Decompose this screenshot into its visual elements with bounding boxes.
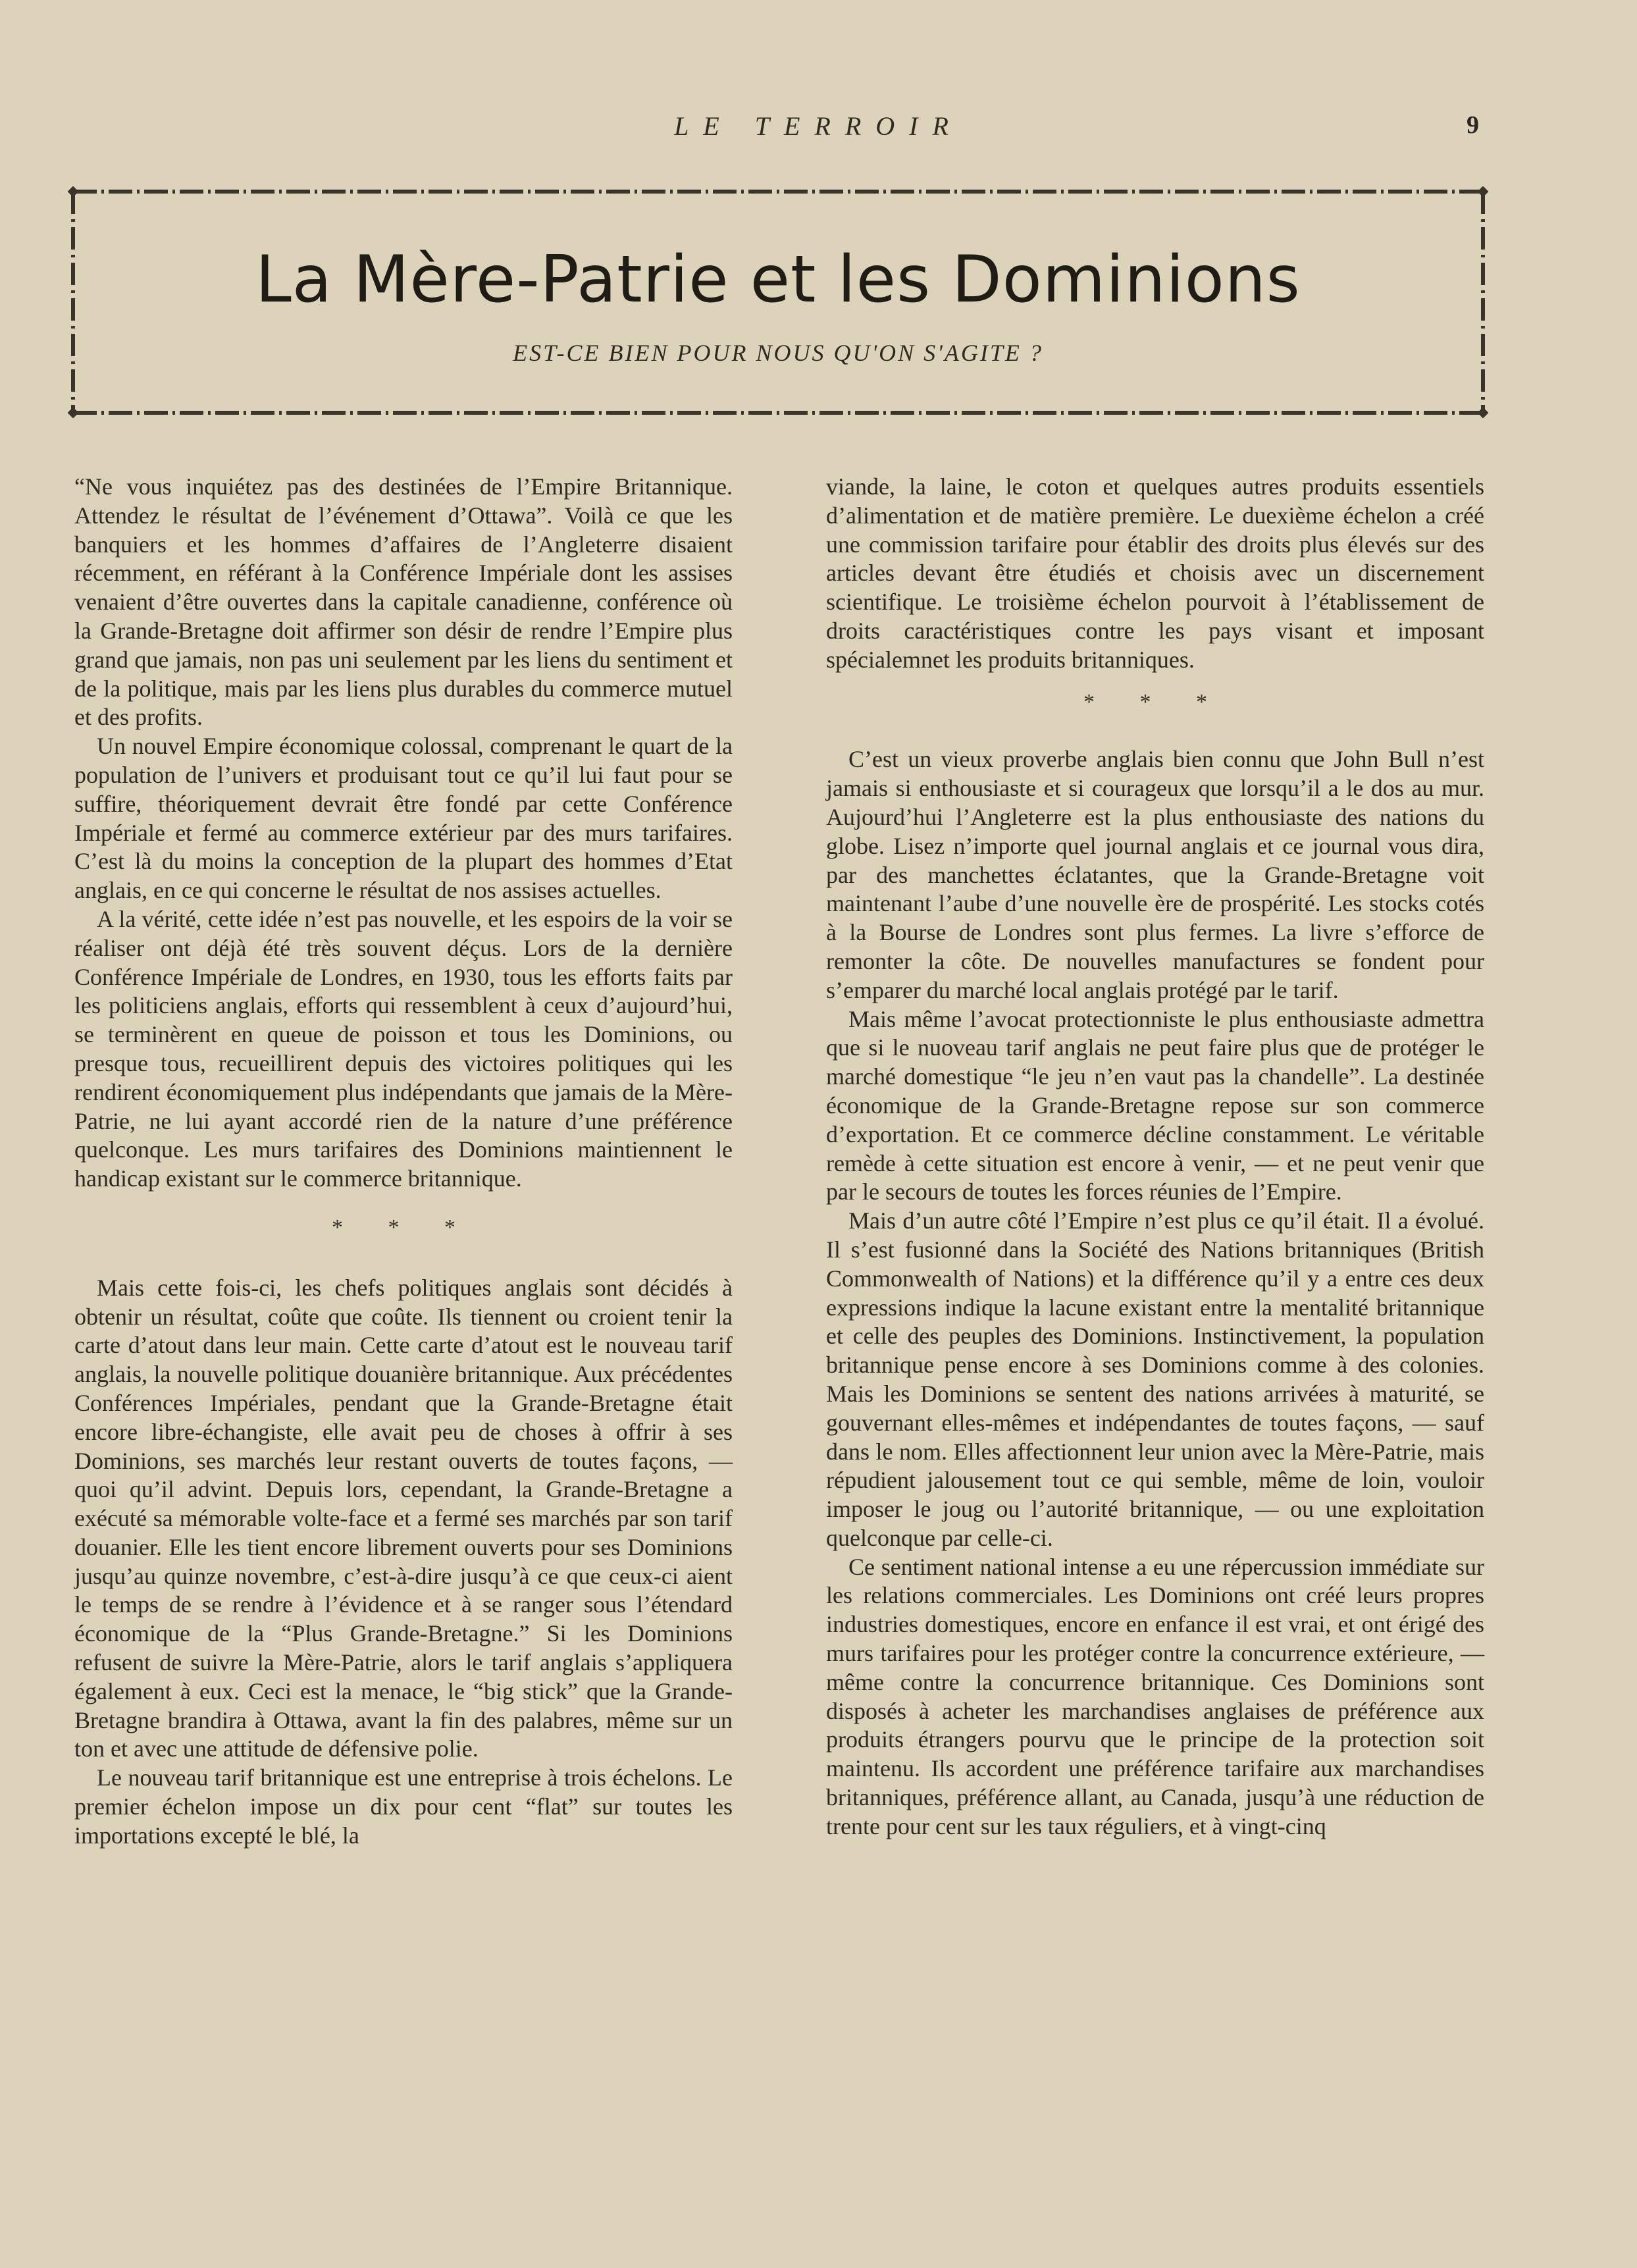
paragraph: A la vérité, cette idée n’est pas nouvelle, et les espoirs de la voir se réaliser ont déjà été très souvent déçus. Lors de la dernière Conférence Impériale de Londres, en 1930, tous les efforts faits par les politiciens anglais, efforts qui ressemblent à ceux d’aujourd’hui, se terminèrent en queue de poisson et tous les Dominions, ou presque tous, recueillirent depuis des victoires politiques qui les rendirent économiquement plus indépendants que jamais de la Mère-Patrie, ne lui ayant accordé rien de la nature d’une préférence quelconque. Les murs tarifaires des Dominions maintiennent le handicap existant sur le commerce britannique. [74,905,733,1192]
section-separator: * * * [1083,689,1227,714]
journal-name: LE TERROIR [674,111,963,141]
right-column [826,473,1484,1841]
title-frame [68,186,1488,418]
paragraph: “Ne vous inquiétez pas des destinées de l’Empire Britannique. Attendez le résultat de l’événement d’Ottawa”. Voilà ce que les banquiers et les hommes d’affaires de l’Angleterre disaient récemment, en référant à la Conférence Impériale dont les assises venaient d’être ouvertes dans la capitale canadienne, conférence où la Grande-Bretagne doit affirmer son désir de rendre l’Empire plus grand que jamais, non pas uni seulement par les liens du sentiment et de la politique, mais par les liens plus durables du commerce mutuel et des profits. [74,473,733,731]
section-separator: * * * [332,1215,475,1240]
paragraph: Le nouveau tarif britannique est une entreprise à trois échelons. Le premier échelon impose un dix pour cent “flat” sur toutes les importations excepté le blé, la [74,1764,733,1849]
paragraph: Mais cette fois-ci, les chefs politiques anglais sont décidés à obtenir un résultat, coûte que coûte. Ils tiennent ou croient tenir la carte d’atout dans leur main. Cette carte d’atout est le nouveau tarif anglais, la nouvelle politique douanière britannique. Aux précédentes Conférences Impériales, pendant que la Grande-Bretagne était encore libre-échangiste, elle avait peu de choses à offrir à ses Dominions, ses marchés leur restant ouverts de toutes façons, — quoi qu’il advint. Depuis lors, cependant, la Grande-Bretagne a exécuté sa mémorable volte-face et a fermé ses marchés par son tarif douanier. Elle les tient encore librement ouverts pour ses Dominions jusqu’au quinze novembre, c’est-à-dire jusqu’à ce que ceux-ci aient le temps de se rendre à l’évidence et à se ranger sous l’étendard économique de la “Plus Grande-Bretagne.” Si les Dominions refusent de suivre la Mère-Patrie, alors le tarif anglais s’appliquera également à eux. Ceci est la menace, le “big stick” que la Grande-Bretagne brandira à Ottawa, avant la fin des palabres, même sur un ton et avec une attitude de défensive polie. [74,1274,733,1762]
paragraph: Ce sentiment national intense a eu une répercussion immédiate sur les relations commerciales. Les Dominions ont créé leurs propres industries domestiques, encore en enfance il est vrai, et ont érigé des murs tarifaires pour les protéger contre la concurrence extérieure, — même contre la concurrence britannique. Ces Dominions sont disposés à acheter les marchandises anglaises de préférence aux produits étrangers pourvu que le principe de la protection soit maintenu. Ils accordent une préférence tarifaire aux marchandises britanniques, préférence allant, au Canada, jusqu’à une réduction de trente pour cent sur les taux réguliers, et à vingt-cinq [826,1553,1484,1839]
paragraph: Mais même l’avocat protectionniste le plus enthousiaste admettra que si le nuoveau tarif anglais ne peut faire plus que de protéger le marché domestique “le jeu n’en vaut pas la chandelle”. La destinée économique de la Grande-Bretagne repose sur son commerce d’exportation. Et ce commerce décline constamment. Le véritable remède à cette situation est encore à venir, — et ne peut venir que par le secours de toutes les forces réunies de l’Empire. [826,1005,1484,1205]
paragraph: Mais d’un autre côté l’Empire n’est plus ce qu’il était. Il a évolué. Il s’est fusionné dans la Société des Nations britanniques (British Commonwealth of Nations) et la différence qu’il y a entre ces deux expressions indique la lacune existant entre la mentalité britannique et celle des peuples des Dominions. Instinctivement, la population britannique pense encore à ses Dominions comme à des colonies. Mais les Dominions se sentent des nations arrivées à maturité, se gouvernant elles-mêmes et indépendantes de toutes façons, — sauf dans le nom. Elles affectionnent leur union avec la Mère-Patrie, mais répudient jalousement tout ce qui semble, même de loin, vouloir imposer le joug ou l’autorité britannique, — ou une exploitation quelconque par celle-ci. [826,1207,1484,1551]
running-head [0,111,1637,150]
paragraph: C’est un vieux proverbe anglais bien connu que John Bull n’est jamais si enthousiaste et si courageux que lorsqu’il a le dos au mur. Aujourd’hui l’Angleterre est la plus enthousiaste des nations du globe. Lisez n’importe quel journal anglais et ce journal vous dira, par des manchettes éclatantes, que la Grande-Bretagne voit maintenant l’aube d’une nouvelle ère de prospérité. Les stocks cotés à la Bourse de Londres sont plus fermes. La livre s’efforce de remonter la côte. De nouvelles manufactures se fondent pour s’emparer du marché local anglais protégé par le tarif. [826,746,1484,1003]
left-column [74,473,733,1851]
article-subtitle: EST-CE BIEN POUR NOUS QU'ON S'AGITE ? [513,340,1043,366]
page-number: 9 [1467,111,1479,139]
paragraph: viande, la laine, le coton et quelques autres produits essentiels d’alimentation et de matière première. Le duexième échelon a créé une commission tarifaire pour établir des droits plus élevés sur des articles devant être étudiés et choisis avec un discernement scientifique. Le troisième échelon pourvoit à l’établissement de droits caractéristiques contre les pays visant et imposant spécialemnet les produits britanniques. [826,473,1484,673]
article-title: La Mère-Patrie et les Dominions [255,242,1301,317]
paragraph: Un nouvel Empire économique colossal, comprenant le quart de la population de l’univers et produisant tout ce qu’il lui faut pour se suffire, théoriquement devrait être fondé par cette Conférence Impériale et fermé au commerce extérieur par des murs tarifaires. C’est là du moins la conception de la plupart des hommes d’Etat anglais, en ce qui concerne le résultat de nos assises actuelles. [74,733,733,904]
